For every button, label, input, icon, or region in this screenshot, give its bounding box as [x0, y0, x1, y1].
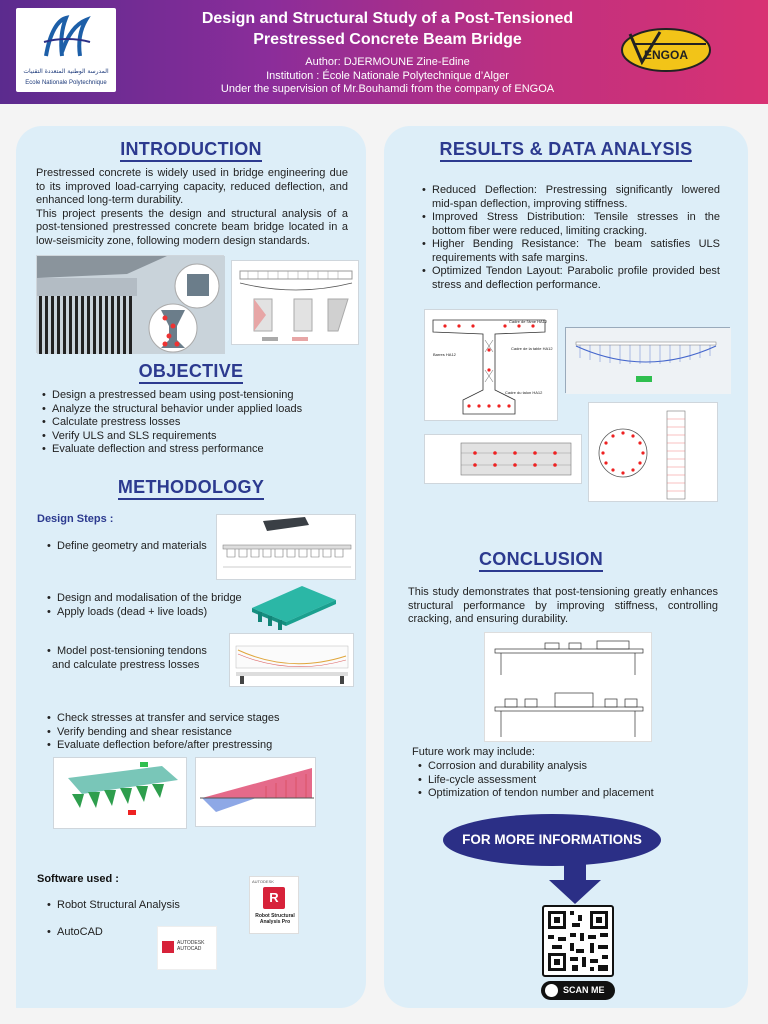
- step-2-list: [47, 592, 257, 619]
- step-item: • Define geometry and materials: [47, 540, 217, 554]
- robot-logo-name: Robot Structural Analysis Pro: [255, 913, 295, 925]
- step-4-list: [47, 712, 347, 753]
- bridge-render-image: [36, 255, 224, 353]
- poster-title: [130, 8, 645, 50]
- robot-logo-brand: AUTODESK: [252, 879, 274, 884]
- bridge-model-drawing: [250, 582, 338, 632]
- robot-logo: [249, 876, 299, 934]
- result-item: • Higher Bending Resistance: The beam satisfies ULS requirements with safe margins.: [422, 238, 720, 265]
- result-item: • Improved Stress Distribution: Tensile stresses in the bottom fiber were reduced, limiting cracking.: [422, 211, 720, 238]
- enp-logo-arabic: المدرسة الوطنية المتعددة التقنيات: [23, 68, 109, 75]
- objective-item: • Verify ULS and SLS requirements: [42, 430, 342, 444]
- future-work-item: • Optimization of tendon number and placement: [418, 787, 718, 801]
- step-item: • Check stresses at transfer and service stages: [47, 712, 347, 726]
- result-item: • Reduced Deflection: Prestressing significantly lowered mid-span deflection, improving stiffness.: [422, 184, 720, 211]
- objective-item: • Evaluate deflection and stress performance: [42, 443, 342, 457]
- arrow-down-icon: [549, 862, 601, 904]
- autocad-logo-text: AUTODESK AUTOCAD: [177, 940, 205, 952]
- software-item: • AutoCAD: [47, 926, 207, 940]
- beam-reinforcement-image: [424, 309, 558, 421]
- bridge-traffic-image: [484, 632, 652, 742]
- software-label: Software used :: [37, 873, 119, 885]
- stress-diagram-drawing: [232, 261, 360, 346]
- beam-elevation-image: [424, 434, 582, 484]
- supervision: Under the supervision of Mr.Bouhamdi from the company of ENGOA: [220, 83, 555, 95]
- enp-logo-french: Ecole Nationale Polytechnique: [25, 80, 107, 86]
- pile-section-image: [588, 402, 718, 502]
- objective-item: • Calculate prestress losses: [42, 416, 342, 430]
- poster-header: [0, 0, 768, 104]
- bridge-render-drawing: [37, 256, 225, 354]
- introduction-text: [36, 167, 348, 248]
- bridge-traffic-drawing: [485, 633, 653, 743]
- introduction-paragraph-2: This project presents the design and structural analysis of a post-tensioned prestressed concrete beam bridge located in a low-seismicity zone, following modern design standards.: [36, 207, 348, 247]
- future-work-item: • Life-cycle assessment: [418, 774, 718, 788]
- author: Author: DJERMOUNE Zine-Edine: [305, 56, 470, 68]
- stress-result-image: [195, 757, 316, 827]
- stress-diagram-image: [231, 260, 359, 345]
- objective-list: [42, 389, 342, 457]
- objective-item: • Analyze the structural behavior under applied loads: [42, 403, 342, 417]
- tendon-profile-drawing: [230, 634, 355, 688]
- stress-result-drawing: [196, 758, 317, 828]
- institution: Institution : École Nationale Polytechnique d’Alger: [266, 69, 509, 82]
- autocad-a-icon: [162, 941, 174, 953]
- tendon-profile-image: [229, 633, 354, 687]
- future-work-list: [418, 760, 718, 801]
- more-info-banner[interactable]: FOR MORE INFORMATIONS: [443, 814, 661, 866]
- results-list: [422, 184, 720, 292]
- scan-icon: [545, 984, 558, 997]
- objective-heading: OBJECTIVE: [16, 361, 366, 382]
- deflection-model-drawing: [54, 758, 188, 830]
- engoa-logo: [620, 26, 712, 74]
- cross-section-drawing: [217, 515, 357, 581]
- design-steps-label: Design Steps :: [37, 513, 114, 525]
- bridge-model-image: [250, 582, 338, 632]
- deflection-diagram-image: [565, 327, 730, 393]
- robot-r-icon: R: [263, 887, 285, 909]
- introduction-heading: INTRODUCTION: [16, 139, 366, 160]
- methodology-heading: METHODOLOGY: [16, 477, 366, 498]
- beam-elevation-drawing: [425, 435, 583, 485]
- enp-logo: [16, 8, 116, 92]
- pile-section-drawing: [589, 403, 719, 503]
- scan-me-label: SCAN ME: [563, 985, 605, 995]
- objective-item: • Design a prestressed beam using post-tensioning: [42, 389, 342, 403]
- step-item: • Design and modalisation of the bridge: [47, 592, 257, 606]
- qr-code-icon: [544, 907, 612, 975]
- enp-logo-icon: [40, 12, 94, 62]
- step-1-list: [47, 540, 217, 554]
- beam-reinforcement-drawing: [425, 310, 559, 422]
- software-item: • Robot Structural Analysis: [47, 899, 207, 913]
- step-3-list: [47, 645, 227, 672]
- step-item: and calculate prestress losses: [52, 658, 200, 671]
- results-heading: RESULTS & DATA ANALYSIS: [384, 139, 748, 160]
- step-item: • Apply loads (dead + live loads): [47, 606, 257, 620]
- step-item: • Verify bending and shear resistance: [47, 726, 347, 740]
- deflection-diagram-drawing: [566, 328, 731, 394]
- step-item: • Evaluate deflection before/after prestressing: [47, 739, 347, 753]
- title-line-2: Prestressed Concrete Beam Bridge: [253, 31, 522, 48]
- introduction-paragraph-1: Prestressed concrete is widely used in bridge engineering due to its improved load-carrying capacity, reduced deflection, and enhanced long-term durability.: [36, 167, 348, 206]
- step-item: • Model post-tensioning tendons: [47, 645, 227, 659]
- scan-me-badge[interactable]: [541, 981, 615, 1000]
- conclusion-text: This study demonstrates that post-tensioning greatly enhances structural performance by improving stiffness, controlling cracking, and ensuring durability.: [408, 586, 718, 625]
- title-line-1: Design and Structural Study of a Post-Tensioned: [201, 10, 574, 27]
- future-work-item: • Corrosion and durability analysis: [418, 760, 718, 774]
- autocad-logo: [157, 926, 217, 970]
- fig-label: Barres HA12: [433, 352, 456, 357]
- deflection-model-image: [53, 757, 187, 829]
- future-work-label: Future work may include:: [412, 746, 535, 758]
- fig-label: Cadre de la table HA12: [511, 346, 553, 351]
- cross-section-image: [216, 514, 356, 580]
- conclusion-heading: CONCLUSION: [384, 549, 698, 570]
- fig-label: Cadre de l'âme HA12: [509, 319, 548, 324]
- result-item: • Optimized Tendon Layout: Parabolic profile provided best stress and deflection performance.: [422, 265, 720, 292]
- engoa-logo-text: ENGOA: [644, 48, 689, 62]
- fig-label: Cadre du talon HA12: [505, 390, 543, 395]
- poster-meta: [130, 56, 645, 97]
- qr-code[interactable]: [542, 905, 614, 977]
